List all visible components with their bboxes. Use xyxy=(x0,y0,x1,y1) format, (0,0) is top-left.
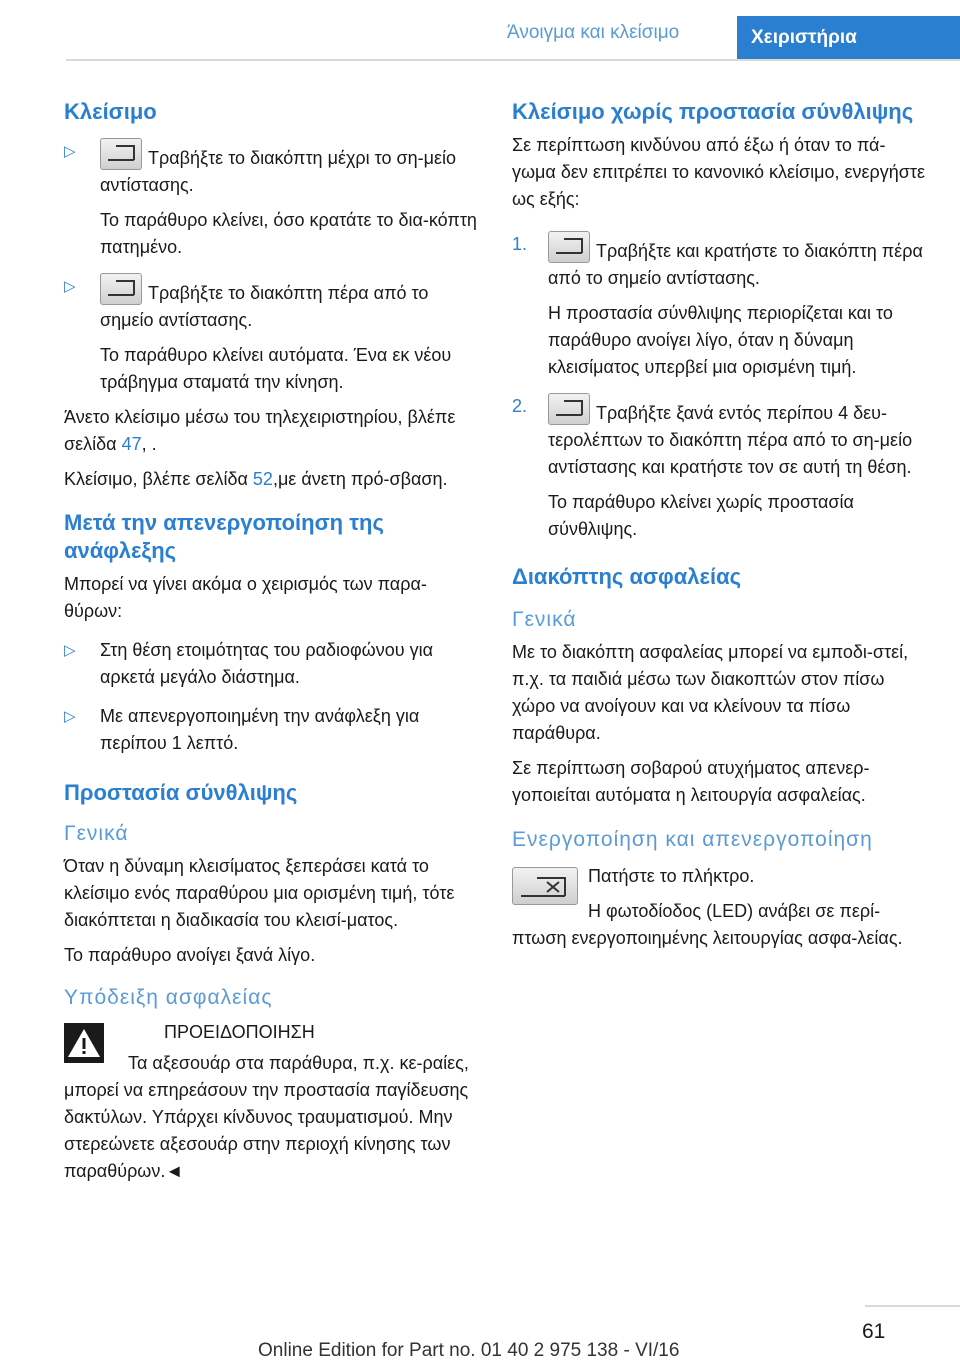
header-tab[interactable]: Χειριστήρια xyxy=(737,16,960,60)
activation-text-2: Η φωτοδίοδος (LED) ανάβει σε περί-πτωση ενεργοποιημένης λειτουργίας ασφα-λείας. xyxy=(512,901,903,948)
warning-triangle-icon xyxy=(64,1023,104,1063)
list-item xyxy=(512,231,927,292)
pinch-protection-heading: Προστασία σύνθλιψης xyxy=(64,780,298,805)
bullet-triangle-icon: ▷ xyxy=(64,278,76,295)
closing-step-2-result: Το παράθυρο κλείνει αυτόματα. Ένα εκ νέου τράβηγμα σταματά την κίνηση. xyxy=(100,345,452,392)
safety-switch-heading: Διακόπτης ασφαλείας xyxy=(512,564,742,589)
closing-step-1-result: Το παράθυρο κλείνει, όσο κρατάτε το δια-κόπτη πατημένο. xyxy=(100,210,477,257)
no-pinch-heading: Κλείσιμο χωρίς προστασία σύνθλιψης xyxy=(512,99,914,124)
window-switch-icon xyxy=(100,138,142,170)
step-number: 2. xyxy=(512,396,528,416)
closing-heading: Κλείσιμο xyxy=(64,99,157,124)
list-item xyxy=(512,393,927,481)
list-item xyxy=(64,703,479,757)
activation-text-1: Πατήστε το πλήκτρο. xyxy=(588,866,755,886)
list-item xyxy=(64,138,479,199)
comfort-access-text: Κλείσιμο, βλέπε σελίδα 52,με άνετη πρό-σβαση. xyxy=(64,469,448,489)
pinch-general-subheading: Γενικά xyxy=(64,822,129,845)
safety-switch-key-icon xyxy=(512,867,578,905)
window-switch-icon xyxy=(548,231,590,263)
after-ignition-bullet-2: Με απενεργοποιημένη την ανάφλεξη για περίπου 1 λεπτό. xyxy=(100,706,420,753)
remote-closing-text: Άνετο κλείσιμο μέσω του τηλεχειριστηρίου, βλέπε σελίδα 47, . xyxy=(64,407,456,454)
activation-subheading: Ενεργοποίηση και απενεργοποίηση xyxy=(512,828,873,851)
step-1-text: Τραβήξτε και κρατήστε το διακόπτη πέρα από το σημείο αντίστασης. xyxy=(548,241,923,288)
bullet-triangle-icon: ▷ xyxy=(64,642,76,659)
step-2-text: Τραβήξτε ξανά εντός περίπου 4 δευ-τερολέπτων το διακόπτη πέρα από το ση-μείο αντίστασης και κρατήστε τον σε αυτή τη θέση. xyxy=(548,403,913,477)
bullet-triangle-icon: ▷ xyxy=(64,708,76,725)
after-ignition-intro: Μπορεί να γίνει ακόμα ο χειρισμός των παρα-θύρων: xyxy=(64,574,427,621)
header-section-title: Άνοιγμα και κλείσιμο xyxy=(507,22,680,43)
after-ignition-heading: Μετά την απενεργοποίηση της ανάφλεξης xyxy=(64,510,384,563)
window-switch-icon xyxy=(100,273,142,305)
page-number-divider xyxy=(865,1305,960,1307)
safety-switch-text-1: Με το διακόπτη ασφαλείας μπορεί να εμποδι-στεί, π.χ. τα παιδιά μέσω των διακοπτών στον πίσω χώρο να ανοίγουν και να κλείνουν τα πίσω παράθυρα. xyxy=(512,642,909,743)
left-column xyxy=(64,98,479,1193)
after-ignition-bullet-1: Στη θέση ετοιμότητας του ραδιοφώνου για αρκετά μεγάλο διάστημα. xyxy=(100,640,433,687)
warning-label: ΠΡΟΕΙΔΟΠΟΙΗΣΗ xyxy=(164,1022,315,1042)
warning-text: Τα αξεσουάρ στα παράθυρα, π.χ. κε-ραίες, μπορεί να επηρεάσουν την προστασία παγίδευσης δακτύλων. Υπάρχει κίνδυνος τραυματισμού. Μην στερεώνετε αξεσουάρ στην περιοχή κίνησης των παραθύρων.◄ xyxy=(64,1053,469,1181)
page-link-52[interactable]: 52 xyxy=(252,469,273,489)
safety-switch-text-2: Σε περίπτωση σοβαρού ατυχήματος απενερ-γοποιείται αυτόματα η λειτουργία ασφαλείας. xyxy=(512,758,870,805)
no-pinch-intro: Σε περίπτωση κινδύνου από έξω ή όταν το πά-γωμα δεν επιτρέπει το κανονικό κλείσιμο, ενεργήστε ως εξής: xyxy=(512,135,926,209)
edition-footer: Online Edition for Part no. 01 40 2 975 138 - VI/16 xyxy=(258,1340,680,1361)
header-divider xyxy=(66,59,960,61)
list-item xyxy=(64,637,479,691)
warning-block xyxy=(64,1019,479,1046)
step-2-result: Το παράθυρο κλείνει χωρίς προστασία σύνθλιψης. xyxy=(548,492,854,539)
safety-switch-general-subheading: Γενικά xyxy=(512,608,577,631)
list-item xyxy=(64,273,479,334)
right-column xyxy=(512,98,927,960)
pinch-text-1: Όταν η δύναμη κλεισίματος ξεπεράσει κατά το κλείσιμο ενός παραθύρου μια ορισμένη τιμή, τότε διακόπτεται η διαδικασία του κλεισί-ματος. xyxy=(64,856,455,930)
step-1-result: Η προστασία σύνθλιψης περιορίζεται και το παράθυρο ανοίγει λίγο, όταν η δύναμη κλεισίματος υπερβεί μια ορισμένη τιμή. xyxy=(548,303,893,377)
step-number: 1. xyxy=(512,234,528,254)
pinch-text-2: Το παράθυρο ανοίγει ξανά λίγο. xyxy=(64,945,316,965)
page-number: 61 xyxy=(862,1320,886,1343)
page-link-47[interactable]: 47 xyxy=(121,434,142,454)
bullet-triangle-icon: ▷ xyxy=(64,143,76,160)
safety-note-subheading: Υπόδειξη ασφαλείας xyxy=(64,986,273,1009)
activation-block xyxy=(512,863,927,952)
closing-step-2: Τραβήξτε το διακόπτη πέρα από το σημείο αντίστασης. xyxy=(100,283,429,330)
window-switch-icon xyxy=(548,393,590,425)
closing-step-1: Τραβήξτε το διακόπτη μέχρι το ση-μείο αντίστασης. xyxy=(100,148,457,195)
